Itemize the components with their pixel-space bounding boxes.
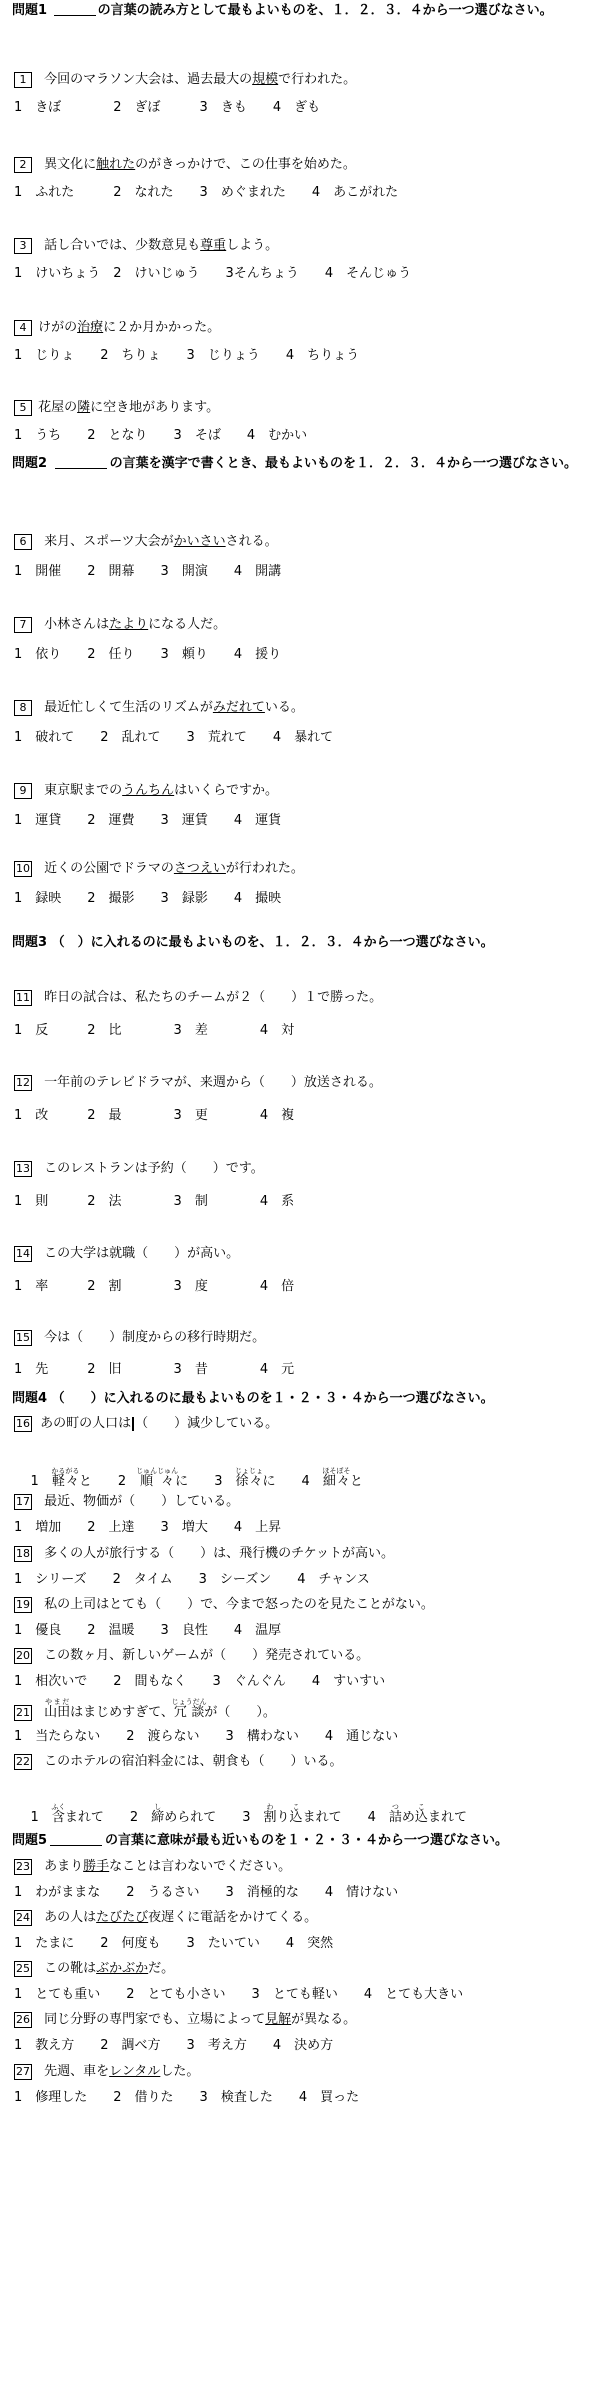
- stem-text: はまじめすぎて、: [70, 1705, 174, 1720]
- target-word: 触れた: [96, 157, 136, 172]
- choices-9: 1 運貸 2 運費 3 運賃 4 運貨: [14, 813, 282, 828]
- choice-word: 込こ: [414, 1803, 428, 1825]
- choices-4: 1 じりょ 2 ちりょ 3 じりょう 4 ちりょう: [14, 348, 360, 363]
- question-number-box: 8: [14, 700, 32, 716]
- question-8: [14, 700, 304, 717]
- target-word: 規模: [252, 72, 279, 87]
- section-instruction: の言葉を漢字で書くとき、最もよいものを１．２．３．４から一つ選びなさい。: [109, 456, 578, 471]
- question-number-box: 27: [16, 2065, 30, 2078]
- question-stem: [44, 617, 226, 632]
- question-9: [14, 783, 278, 800]
- stem-text: 夜遅くに電話をかけてくる。: [148, 1910, 318, 1925]
- stem-text: だ。: [148, 1961, 175, 1976]
- choices-14: 1 率 2 割 3 度 4 倍: [14, 1279, 295, 1294]
- question-stem: [44, 1910, 317, 1925]
- choices-24: 1 たまに 2 何度も 3 たいてい 4 突然: [14, 1936, 334, 1951]
- question-stem: [44, 783, 278, 798]
- choices-3: 1 けいちょう 2 けいじゅう 3そんちょう 4 そんじゅう: [14, 266, 412, 281]
- question-stem: [44, 72, 356, 87]
- question-stem: [44, 238, 278, 253]
- stem-text: （ ）減少している。: [135, 1416, 279, 1431]
- question-stem: [44, 1961, 174, 1976]
- section-3-heading: [12, 934, 587, 952]
- choices-18: 1 シリーズ 2 タイム 3 シーズン 4 チャンス: [14, 1572, 370, 1587]
- question-stem: 多くの人が旅行する（ ）は、飛行機のチケットが高い。: [44, 1546, 394, 1561]
- choice-word: 割わ: [263, 1803, 277, 1825]
- question-4: [14, 320, 220, 337]
- question-number-box: 1: [14, 72, 32, 88]
- question-stem: [44, 700, 304, 715]
- target-word: かいさい: [173, 534, 226, 549]
- stem-text: 東京駅までの: [44, 783, 123, 798]
- section-instruction: （ ）に入れるのに最もよいものを、１．２．３．４から一つ選びなさい。: [51, 935, 494, 950]
- choices-17: 1 増加 2 上達 3 増大 4 上昇: [14, 1520, 282, 1535]
- section-instruction: （ ）に入れるのに最もよいものを１・２・３・４から一つ選びなさい。: [51, 1391, 494, 1406]
- choice-number: 1: [30, 1810, 39, 1825]
- question-number-box: 15: [16, 1331, 30, 1344]
- choices-13: 1 則 2 法 3 制 4 系: [14, 1194, 295, 1209]
- choices-7: 1 依り 2 任り 3 頼り 4 援り: [14, 647, 282, 662]
- question-15: [14, 1330, 265, 1347]
- choice-word: 軽々かるがる: [51, 1467, 80, 1489]
- question-5: [14, 400, 219, 417]
- question-23: [14, 1859, 291, 1876]
- stem-text: けがの: [38, 320, 78, 335]
- stem-text: なことは言わないでください。: [109, 1859, 292, 1874]
- choice-number: 4: [367, 1810, 376, 1825]
- choices-20: 1 相次いで 2 間もなく 3 ぐんぐん 4 すいすい: [14, 1674, 386, 1689]
- underline-blank: [50, 1845, 102, 1846]
- target-word: レンタル: [109, 2064, 161, 2079]
- choices-27: 1 修理した 2 借りた 3 検査した 4 買った: [14, 2090, 360, 2105]
- choices-19: 1 優良 2 温暖 3 良性 4 温厚: [14, 1623, 282, 1638]
- stem-text: いる。: [264, 700, 304, 715]
- choice-word: 詰つ: [388, 1803, 402, 1825]
- text-cursor: [132, 1417, 134, 1431]
- question-stem: [40, 1416, 278, 1431]
- question-number-box: 12: [16, 1076, 30, 1089]
- stem-text: が異なる。: [291, 2012, 357, 2027]
- question-stem: 今は（ ）制度からの移行時期だ。: [44, 1330, 266, 1345]
- question-number-box: 2: [14, 157, 32, 173]
- stem-text: 近くの公園でドラマの: [44, 861, 174, 876]
- section-number: 問題2: [12, 456, 48, 471]
- section-1-heading: [12, 2, 587, 20]
- question-number-box: 21: [16, 1706, 30, 1719]
- choices-10: 1 録映 2 撮影 3 録影 4 撮映: [14, 891, 282, 906]
- choice-word: 込こ: [289, 1803, 303, 1825]
- choices-15: 1 先 2 旧 3 昔 4 元: [14, 1362, 295, 1377]
- section-2-heading: [12, 455, 587, 473]
- question-25: [14, 1961, 174, 1978]
- choice-number: 2: [117, 1474, 127, 1489]
- question-number-box: 17: [16, 1495, 30, 1508]
- choice-word: 細々ほそぼそ: [322, 1467, 351, 1489]
- question-stem: この大学は就職（ ）が高い。: [44, 1246, 240, 1261]
- question-16: [14, 1416, 278, 1433]
- choices-23: 1 わがままな 2 うるさい 3 消極的な 4 情けない: [14, 1885, 399, 1900]
- question-14: [14, 1246, 239, 1263]
- question-stem: 私の上司はとても（ ）で、今まで怒ったのを見たことがない。: [44, 1597, 434, 1612]
- stem-text: あの町の人口は: [40, 1416, 132, 1431]
- target-word: うんちん: [122, 783, 175, 798]
- section-number: 問題4: [12, 1391, 48, 1406]
- question-number-box: 11: [16, 991, 30, 1004]
- question-22: [14, 1754, 343, 1771]
- question-stem: [44, 534, 278, 549]
- question-6: [14, 534, 278, 551]
- stem-text: この靴は: [44, 1961, 97, 1976]
- question-3: [14, 238, 278, 255]
- question-stem: [44, 2012, 356, 2027]
- underline-blank: [55, 468, 107, 469]
- question-18: [14, 1546, 394, 1563]
- question-stem: [44, 2064, 199, 2079]
- question-stem: [44, 1698, 276, 1720]
- question-number-box: 6: [14, 534, 32, 550]
- stem-text: あまり: [44, 1859, 84, 1874]
- question-number-box: 3: [14, 238, 32, 254]
- section-4-heading: [12, 1390, 587, 1408]
- stem-text: 異文化に: [44, 157, 97, 172]
- question-17: [14, 1494, 239, 1511]
- question-number-box: 19: [16, 1598, 30, 1611]
- section-number: 問題1: [12, 3, 48, 18]
- choice-number: 3: [214, 1474, 223, 1489]
- question-stem: [38, 320, 220, 335]
- question-number-box: 16: [16, 1417, 30, 1430]
- question-stem: このレストランは予約（ ）です。: [44, 1161, 264, 1176]
- question-19: [14, 1597, 434, 1614]
- stem-text: はいくらですか。: [174, 783, 279, 798]
- question-stem: [44, 157, 356, 172]
- choice-number: 4: [301, 1474, 310, 1489]
- stem-text: が行われた。: [225, 861, 304, 876]
- target-word: たより: [109, 617, 149, 632]
- choices-16: 1 軽々かるがると 2 順々じゅんじゅんに 3 徐々じょじょに 4 細々ほそぼそと: [30, 1467, 363, 1489]
- question-number-box: 24: [16, 1911, 30, 1924]
- choice-number: 2: [129, 1810, 139, 1825]
- choice-word: 締し: [151, 1803, 165, 1825]
- choice-word: 含ふく: [51, 1803, 66, 1825]
- section-instruction: の言葉の読み方として最もよいものを、１．２．３．４から一つ選びなさい。: [97, 3, 553, 18]
- stem-text: が（ ）。: [204, 1705, 276, 1720]
- question-27: [14, 2064, 199, 2081]
- joke-word: 冗談じょうだん: [171, 1698, 207, 1720]
- question-20: [14, 1648, 369, 1665]
- stem-text: した。: [160, 2064, 200, 2079]
- question-number-box: 14: [16, 1247, 30, 1260]
- choices-12: 1 改 2 最 3 更 4 複: [14, 1108, 295, 1123]
- target-word: 勝手: [83, 1859, 110, 1874]
- question-number-box: 18: [16, 1547, 30, 1560]
- section-5-heading: [12, 1832, 587, 1850]
- target-word: たびたび: [96, 1910, 149, 1925]
- question-11: [14, 990, 382, 1007]
- stem-text: 話し合いでは、少数意見も: [44, 238, 201, 253]
- question-number-box: 25: [16, 1962, 30, 1975]
- choices-11: 1 反 2 比 3 差 4 対: [14, 1023, 295, 1038]
- name-word: 山田やまだ: [44, 1698, 71, 1720]
- question-10: [14, 861, 304, 878]
- choice-number: 1: [30, 1474, 39, 1489]
- underline-blank: [54, 15, 96, 16]
- stem-text: 花屋の: [38, 400, 78, 415]
- stem-text: に空き地があります。: [90, 400, 220, 415]
- choice-word: 徐々じょじょ: [235, 1467, 263, 1489]
- question-26: [14, 2012, 356, 2029]
- choices-22: 1 含ふくまれて 2 締しめられて 3 割わり込こまれて 4 詰つめ込こまれて: [30, 1803, 467, 1825]
- question-number-box: 7: [14, 617, 32, 633]
- stem-text: 先週、車を: [44, 2064, 110, 2079]
- choices-2: 1 ふれた 2 なれた 3 めぐまれた 4 あこがれた: [14, 185, 399, 200]
- question-number-box: 10: [16, 862, 30, 875]
- question-stem: [44, 1859, 291, 1874]
- question-stem: このホテルの宿泊料金には、朝食も（ ）いる。: [44, 1754, 343, 1769]
- target-word: 見解: [265, 2012, 292, 2027]
- choice-word: 順々じゅんじゅん: [136, 1467, 179, 1489]
- choices-5: 1 うち 2 となり 3 そば 4 むかい: [14, 428, 308, 443]
- stem-text: になる人だ。: [148, 617, 227, 632]
- stem-text: される。: [225, 534, 278, 549]
- choices-26: 1 教え方 2 調べ方 3 考え方 4 決め方: [14, 2038, 334, 2053]
- question-2: [14, 157, 356, 174]
- choices-21: 1 当たらない 2 渡らない 3 構わない 4 通じない: [14, 1729, 399, 1744]
- stem-text: 同じ分野の専門家でも、立場によって: [44, 2012, 266, 2027]
- stem-text: に２か月かかった。: [103, 320, 221, 335]
- question-21: [14, 1698, 276, 1725]
- question-stem: [38, 400, 219, 415]
- question-number-box: 4: [14, 320, 32, 336]
- stem-text: 来月、スポーツ大会が: [44, 534, 174, 549]
- question-stem: 一年前のテレビドラマが、来週から（ ）放送される。: [44, 1075, 382, 1090]
- stem-text: 最近忙しくて生活のリズムが: [44, 700, 213, 715]
- question-number-box: 9: [14, 783, 32, 799]
- stem-text: しよう。: [226, 238, 279, 253]
- stem-text: 今回のマラソン大会は、過去最大の: [44, 72, 253, 87]
- choice-number: 3: [242, 1810, 251, 1825]
- question-number-box: 20: [16, 1649, 30, 1662]
- choices-25: 1 とても重い 2 とても小さい 3 とても軽い 4 とても大きい: [14, 1987, 464, 2002]
- target-word: ぶかぶか: [96, 1961, 149, 1976]
- stem-text: あの人は: [44, 1910, 97, 1925]
- question-24: [14, 1910, 317, 1927]
- choices-8: 1 破れて 2 乱れて 3 荒れて 4 暴れて: [14, 730, 334, 745]
- question-number-box: 22: [16, 1755, 30, 1768]
- question-13: [14, 1161, 264, 1178]
- question-12: [14, 1075, 382, 1092]
- question-stem: 昨日の試合は、私たちのチームが２（ ）１で勝った。: [44, 990, 383, 1005]
- choices-1: 1 きぼ 2 ぎぼ 3 きも 4 ぎも: [14, 100, 321, 115]
- question-stem: 最近、物価が（ ）している。: [44, 1494, 240, 1509]
- stem-text: のがきっかけで、この仕事を始めた。: [135, 157, 356, 172]
- question-stem: [44, 861, 304, 876]
- question-1: [14, 72, 356, 89]
- target-word: 尊重: [200, 238, 227, 253]
- section-number: 問題5: [12, 1833, 48, 1848]
- question-stem: この数ヶ月、新しいゲームが（ ）発売されている。: [44, 1648, 370, 1663]
- stem-text: 小林さんは: [44, 617, 110, 632]
- question-number-box: 26: [16, 2013, 30, 2026]
- target-word: 隣: [77, 400, 91, 415]
- choices-6: 1 開催 2 開幕 3 開演 4 開講: [14, 564, 282, 579]
- question-number-box: 23: [16, 1860, 30, 1873]
- target-word: みだれて: [212, 700, 265, 715]
- question-7: [14, 617, 226, 634]
- stem-text: で行われた。: [278, 72, 357, 87]
- question-number-box: 5: [14, 400, 32, 416]
- target-word: さつえい: [173, 861, 226, 876]
- section-number: 問題3: [12, 935, 48, 950]
- target-word: 治療: [77, 320, 104, 335]
- section-instruction: の言葉に意味が最も近いものを１・２・３・４から一つ選びなさい。: [105, 1833, 509, 1848]
- question-number-box: 13: [16, 1162, 30, 1175]
